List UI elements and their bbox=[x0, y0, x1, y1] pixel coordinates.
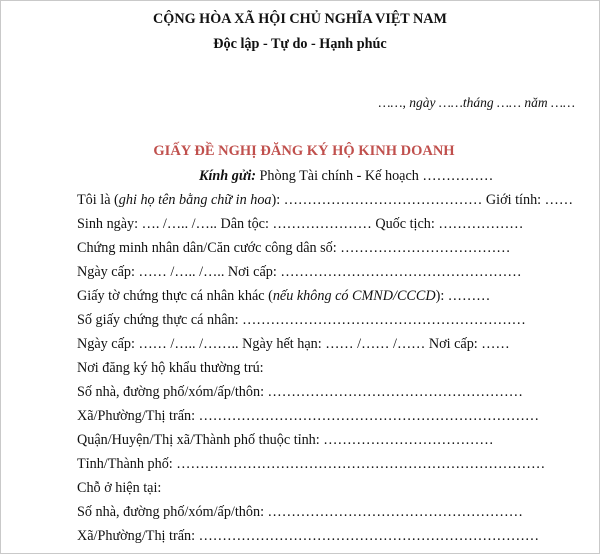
recipient-value: Phòng Tài chính - Kế hoạch …………… bbox=[256, 168, 494, 184]
full-name-gender-blank: ): …………………………………… Giới tính: …… bbox=[271, 192, 574, 208]
full-name-label: Tôi là ( bbox=[77, 192, 119, 208]
recipient-line bbox=[199, 167, 493, 185]
id-issue-row: Ngày cấp: …… /….. /….. Nơi cấp: …………………………………………… bbox=[77, 264, 522, 280]
permanent-district-row: Quận/Huyện/Thị xã/Thành phố thuộc tỉnh: ……………………………… bbox=[77, 432, 494, 448]
current-residence-heading: Chỗ ở hiện tại: bbox=[77, 480, 162, 496]
permanent-residence-heading: Nơi đăng ký hộ khẩu thường trú: bbox=[77, 360, 264, 376]
permanent-street-row: Số nhà, đường phố/xóm/ấp/thôn: ……………………………………………… bbox=[77, 384, 523, 400]
permanent-province-row: Tỉnh/Thành phố: …………………………………………………………………… bbox=[77, 456, 546, 472]
other-id-dates-row: Ngày cấp: …… /….. /…….. Ngày hết hạn: …… /…… /…… Nơi cấp: …… bbox=[77, 336, 510, 352]
other-id-number-row: Số giấy chứng thực cá nhân: …………………………………………………… bbox=[77, 312, 526, 328]
other-id-blank: ): ……… bbox=[435, 288, 491, 304]
current-street-row: Số nhà, đường phố/xóm/ấp/thôn: ……………………………………………… bbox=[77, 504, 523, 520]
recipient-label: Kính gửi: bbox=[199, 168, 256, 184]
id-number-row: Chứng minh nhân dân/Căn cước công dân số: ……………………………… bbox=[77, 240, 511, 256]
full-name-hint: ghi họ tên bằng chữ in hoa bbox=[118, 192, 272, 208]
date-line: ……, ngày ……tháng …… năm …… bbox=[378, 95, 575, 110]
current-ward-row: Xã/Phường/Thị trấn: ……………………………………………………………… bbox=[77, 528, 540, 544]
full-name-row bbox=[77, 191, 573, 209]
permanent-ward-row: Xã/Phường/Thị trấn: ……………………………………………………………… bbox=[77, 408, 540, 424]
motto: Độc lập - Tự do - Hạnh phúc bbox=[213, 36, 387, 52]
other-id-hint: nếu không có CMND/CCCD bbox=[272, 288, 436, 304]
other-id-label: Giấy tờ chứng thực cá nhân khác ( bbox=[77, 288, 273, 304]
national-title: CỘNG HÒA XÃ HỘI CHỦ NGHĨA VIỆT NAM bbox=[153, 11, 447, 27]
form-title: GIẤY ĐỀ NGHỊ ĐĂNG KÝ HỘ KINH DOANH bbox=[153, 143, 455, 159]
other-id-document-row bbox=[77, 287, 490, 305]
birth-ethnicity-nationality-row: Sinh ngày: …. /….. /….. Dân tộc: ………………… Quốc tịch: ……………… bbox=[77, 216, 524, 232]
